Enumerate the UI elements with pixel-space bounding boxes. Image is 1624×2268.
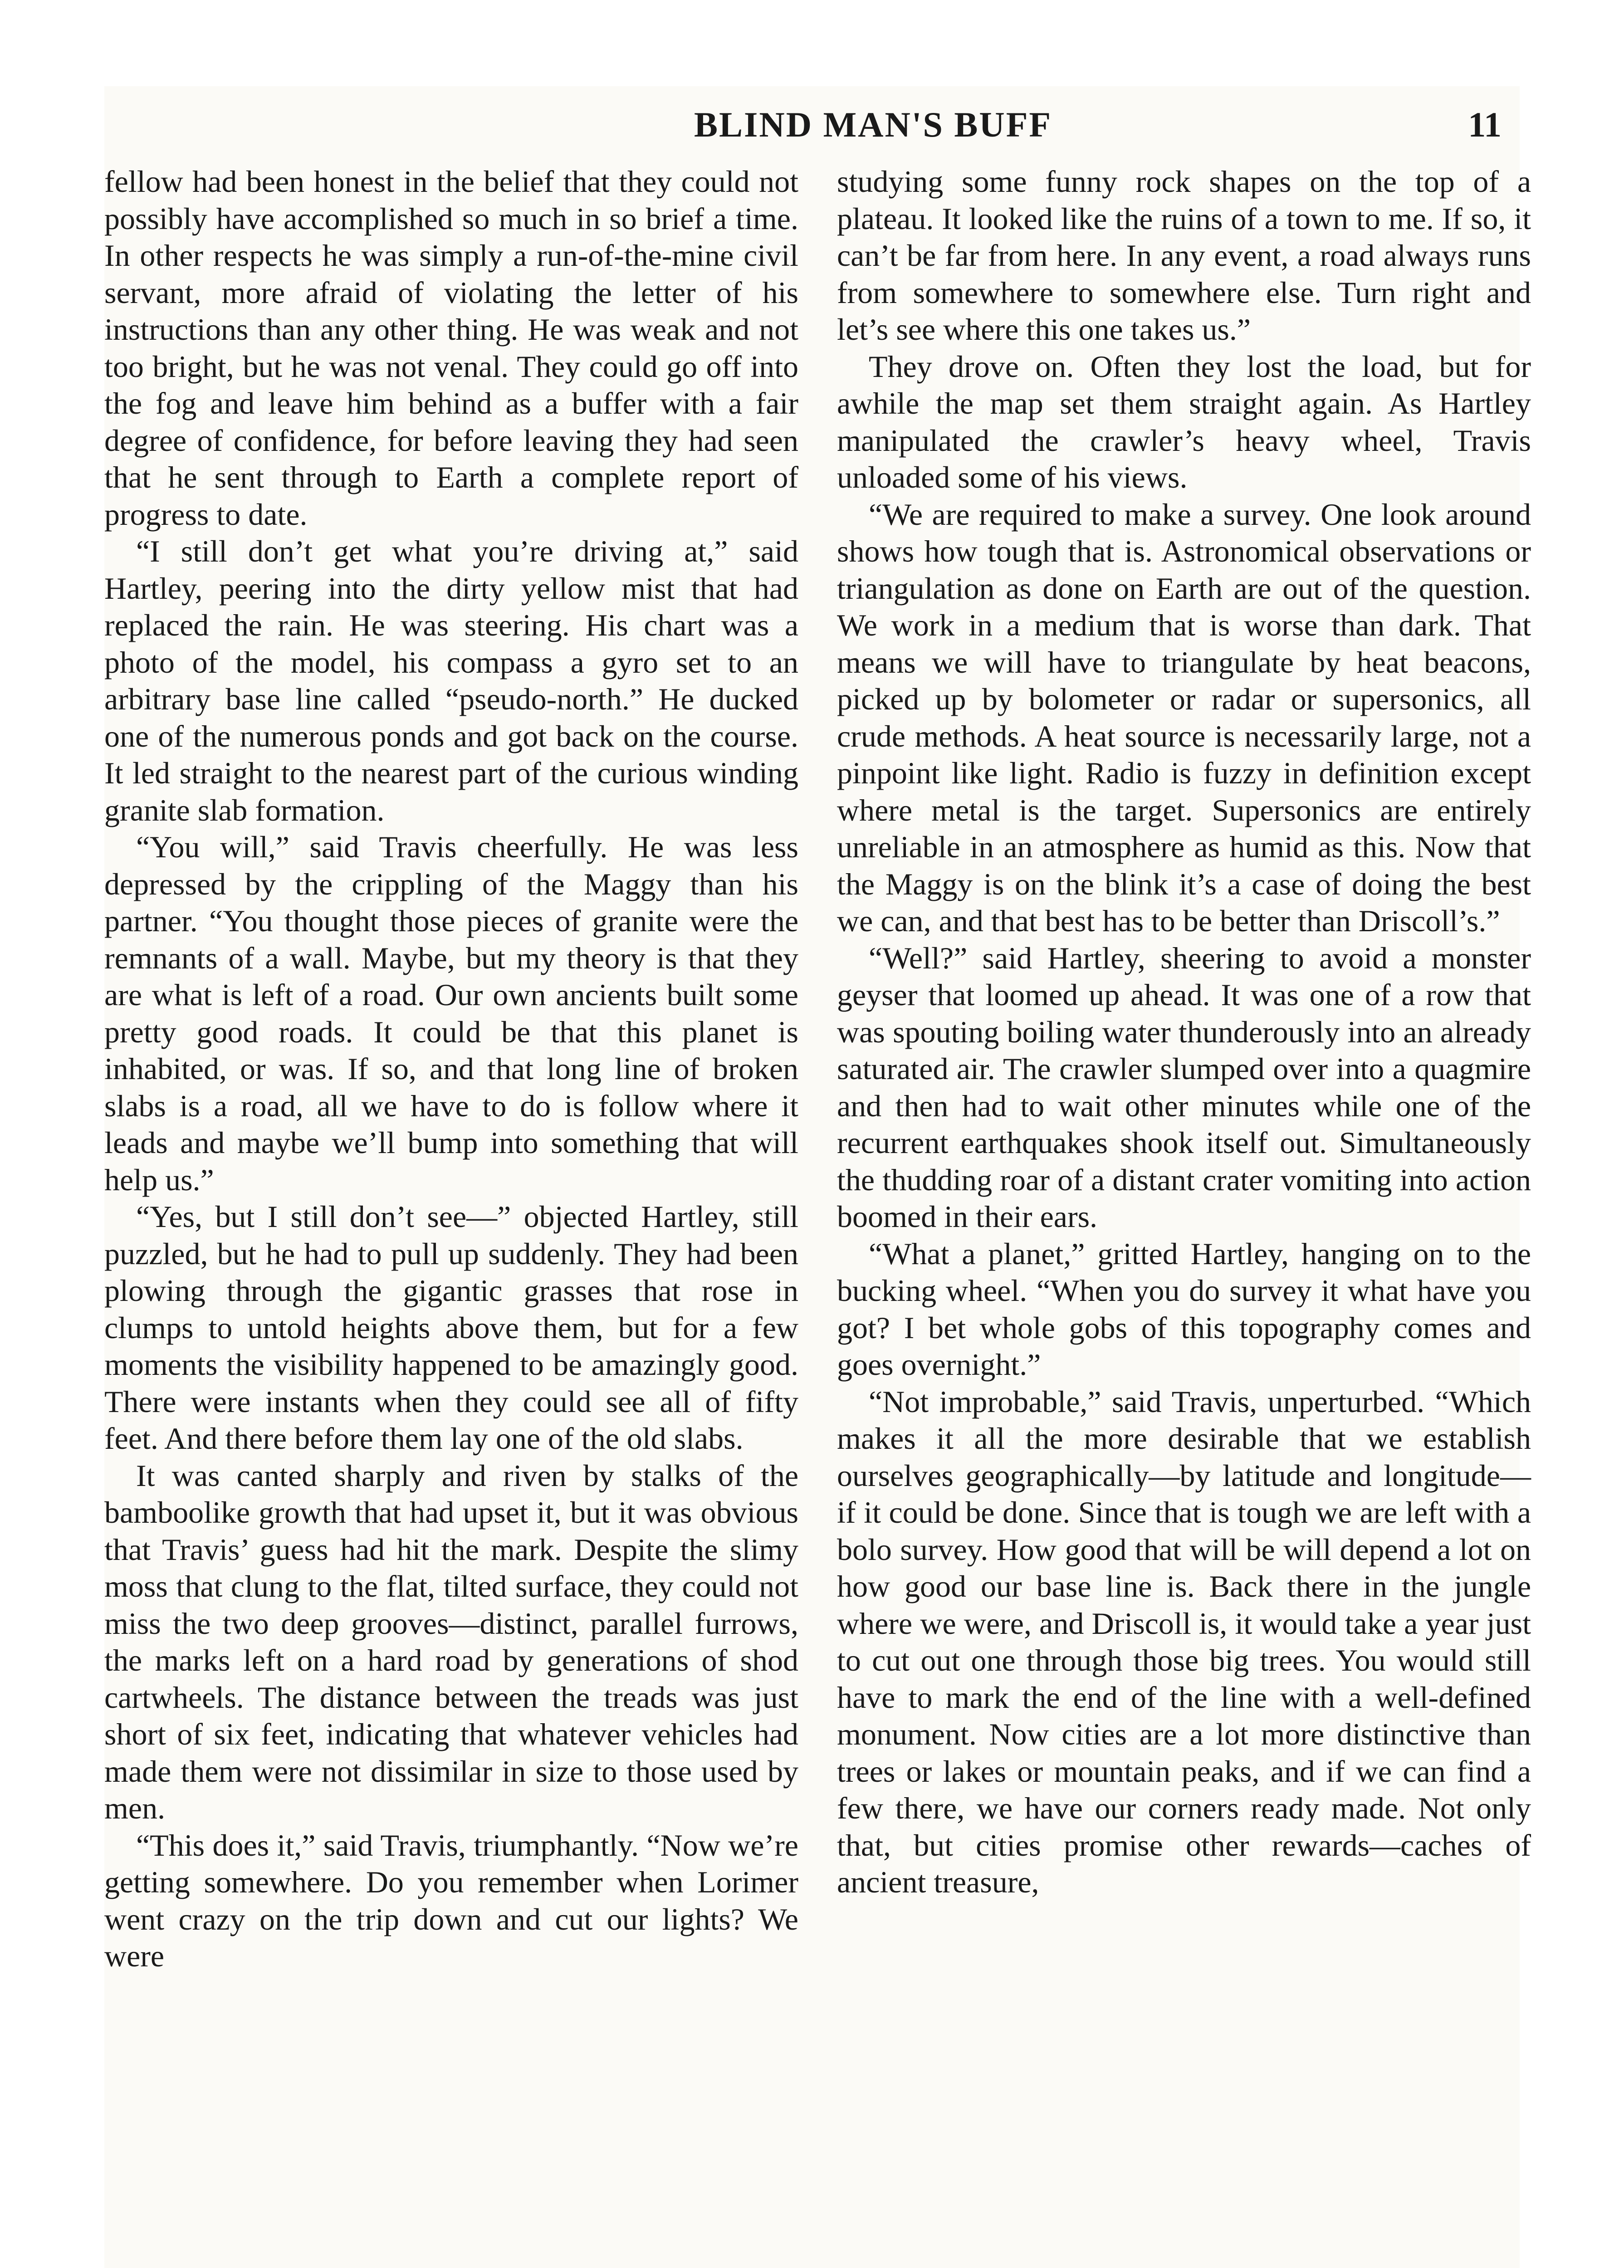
book-page (104, 86, 1531, 2268)
left-column (104, 163, 798, 1975)
page-number: 11 (1468, 105, 1502, 144)
paragraph: “This does it,” said Travis, triumphantly. “Now we’re getting somewhere. Do you remember when Lorimer went crazy on the trip down and cut our lights? We were (104, 1828, 798, 1973)
right-column (837, 163, 1531, 1901)
paragraph: fellow had been honest in the belief that they could not possibly have accomplished so much in so brief a time. In other respects he was simply a run-of-the-mine civil servant, more afraid of violating the letter of his instructions than any other thing. He was weak and not too bright, but he was not venal. They could go off into the fog and leave him behind as a buffer with a fair degree of confidence, for before leaving they had seen that he sent through to Earth a complete report of progress to date. (104, 164, 798, 532)
paragraph: “I still don’t get what you’re driving at,” said Hartley, peering into the dirty yellow mist that had replaced the rain. He was steering. His chart was a photo of the model, his compass a gyro set to an arbitrary base line called “pseudo-north.” He ducked one of the numerous ponds and got back on the course. It led straight to the nearest part of the curious winding granite slab formation. (104, 534, 798, 827)
paragraph: “Not improbable,” said Travis, unperturbed. “Which makes it all the more desirable that we establish ourselves geographically—by latitude and longitude—if it could be done. Since that is tough we are left with a bolo survey. How good that will be will depend a lot on how good our base line is. Back there in the jungle where we were, and Driscoll is, it would take a year just to cut out one through those big trees. You would still have to mark the end of the line with a well-defined monument. Now cities are a lot more distinctive than trees or lakes or mountain peaks, and if we can find a few there, we have our corners ready made. Not only that, but cities promise other rewards—caches of ancient treasure, (837, 1384, 1531, 1899)
paragraph: studying some funny rock shapes on the top of a plateau. It looked like the ruins of a town to me. If so, it can’t be far from here. In any event, a road always runs from somewhere to somewhere else. Turn right and let’s see where this one takes us.” (837, 164, 1531, 347)
running-head: BLIND MAN'S BUFF (694, 105, 1052, 144)
paragraph: “We are required to make a survey. One look around shows how tough that is. Astronomical observations or triangulation as done on Earth are out of the question. We work in a medium that is worse than dark. That means we will have to triangulate by heat beacons, picked up by bolometer or radar or supersonics, all crude methods. A heat source is necessarily large, not a pinpoint like light. Radio is fuzzy in definition except where metal is the target. Supersonics are entirely unreliable in an atmosphere as humid as this. Now that the Maggy is on the blink it’s a case of doing the best we can, and that best has to be better than Driscoll’s.” (837, 497, 1531, 938)
paragraph: It was canted sharply and riven by stalks of the bamboolike growth that had upset it, but it was obvious that Travis’ guess had hit the mark. Despite the slimy moss that clung to the flat, tilted surface, they could not miss the two deep grooves—distinct, parallel furrows, the marks left on a hard road by generations of shod cartwheels. The distance between the treads was just short of six feet, indicating that whatever vehicles had made them were not dissimilar in size to those used by men. (104, 1458, 798, 1825)
paragraph: “What a planet,” gritted Hartley, hanging on to the bucking wheel. “When you do survey it what have you got? I bet whole gobs of this topography comes and goes overnight.” (837, 1236, 1531, 1382)
paragraph: They drove on. Often they lost the load, but for awhile the map set them straight again. As Hartley manipulated the crawler’s heavy wheel, Travis unloaded some of his views. (837, 349, 1531, 494)
paragraph: “You will,” said Travis cheerfully. He was less depressed by the crippling of the Maggy than his partner. “You thought those pieces of granite were the remnants of a wall. Maybe, but my theory is that they are what is left of a road. Our own ancients built some pretty good roads. It could be that this planet is inhabited, or was. If so, and that long line of broken slabs is a road, all we have to do is follow where it leads and maybe we’ll bump into something that will help us.” (104, 830, 798, 1197)
paragraph: “Yes, but I still don’t see—” objected Hartley, still puzzled, but he had to pull up suddenly. They had been plowing through the gigantic grasses that rose in clumps to untold heights above them, but for a few moments the visibility happened to be amazingly good. There were instants when they could see all of fifty feet. And there before them lay one of the old slabs. (104, 1199, 798, 1456)
paragraph: “Well?” said Hartley, sheering to avoid a monster geyser that loomed up ahead. It was one of a row that was spouting boiling water thunderously into an already saturated air. The crawler slumped over into a quagmire and then had to wait other minutes while one of the recurrent earthquakes shook itself out. Simultaneously the thudding roar of a distant crater vomiting into action boomed in their ears. (837, 940, 1531, 1234)
